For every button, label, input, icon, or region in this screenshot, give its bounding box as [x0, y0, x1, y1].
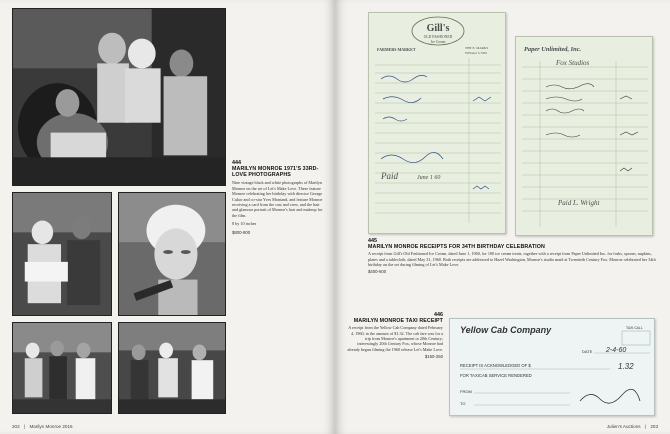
lot-estimate: $150-250 — [424, 354, 443, 360]
paper-receipt-icon — [369, 13, 507, 235]
photograph-image-icon — [119, 193, 225, 315]
photograph-image-icon — [13, 9, 225, 185]
gills-receipt — [368, 12, 506, 234]
gills-logo: Gill's — [426, 23, 450, 34]
lot-description: Nine vintage black and white photographs of Marilyn Monroe on the set of Let's Make Love. These feature Monroe celebrating her birthday with director George Cukor and co-star Yves Montand, and feature Monroe receiving a card from the cast and crew, and the hair and glamour portrait of Monroe's hair and makeup for the film. — [232, 180, 323, 218]
lot-size: 8 by 10 inches — [232, 221, 257, 227]
lot-title: MARILYN MONROE RECEIPTS FOR 34TH BIRTHDAY CELEBRATION — [368, 244, 545, 250]
lot-446-caption — [347, 312, 443, 359]
photo-group-left — [12, 322, 112, 414]
lot-description: A receipt from the Yellow Cab Company dated February 4, 1960, in the amount of $1.32. The cab fare was for a trip from Monroe's apartment to 20th Century; interestingly 20th Century Fox, whose Monroe had already begun filming the 1960 release Let's Make Love. — [347, 325, 443, 352]
svg-text:FROM: FROM — [460, 389, 472, 394]
footer-title: Marilyn Monroe 2016 — [29, 424, 73, 429]
photograph-image-icon — [119, 323, 225, 413]
svg-text:June 1 60: June 1 60 — [417, 175, 441, 181]
yellow-cab-logo: Yellow Cab Company — [460, 325, 552, 335]
photo-monroe-with-card — [12, 192, 112, 316]
svg-text:OLD FASHIONED: OLD FASHIONED — [423, 35, 453, 39]
footer-separator: | — [23, 424, 26, 429]
svg-text:WEbster 3-7961: WEbster 3-7961 — [465, 51, 488, 55]
photograph-image-icon — [13, 323, 111, 413]
footer-title: Julien's Auctions — [606, 424, 641, 429]
right-page — [335, 0, 670, 434]
lot-title: MARILYN MONROE TAXI RECEIPT — [353, 318, 443, 324]
paper-unlimited-header: Paper Unlimited, Inc. — [524, 46, 582, 53]
lot-description: A receipt from Gill's Old Fashioned Ice Cream, dated June 1, 1960, for 100 ice cream treats, together with a receipt from Paper Unlimited Inc. for forks, spoons, napkins, plates and a tablecloth, dated May 31, 1960. Both receipts are addressed to Hazel Washington, Monroe's studio maid at Twentieth Century Fox. Monroe celebrated her 34th birthday on the set during filming of Let's Make Love. — [368, 251, 656, 267]
svg-text:FOR TAXICAB SERVICE RENDERED: FOR TAXICAB SERVICE RENDERED — [460, 373, 532, 378]
lot-445-caption — [368, 238, 658, 274]
page-number: 203 — [650, 424, 658, 429]
svg-text:FARMERS MARKET: FARMERS MARKET — [377, 47, 416, 52]
paper-receipt-icon — [450, 319, 656, 417]
svg-text:THE E. MARKS: THE E. MARKS — [465, 46, 489, 50]
photo-group-right — [118, 322, 226, 414]
paper-unlimited-receipt — [515, 36, 653, 236]
photograph-image-icon — [13, 193, 111, 315]
svg-text:2-4-60: 2-4-60 — [606, 347, 627, 354]
lot-number: 446 — [434, 312, 443, 318]
svg-text:TAXI CALL: TAXI CALL — [626, 326, 643, 330]
svg-text:1.32: 1.32 — [618, 362, 634, 371]
lot-444-caption — [232, 160, 325, 235]
paper-receipt-icon — [516, 37, 654, 237]
svg-text:Ice Cream: Ice Cream — [430, 40, 446, 44]
lot-estimate: $400-600 — [368, 269, 387, 275]
lot-number: 444 — [232, 160, 241, 166]
paper-unlimited-signature: Paid L. Wright — [558, 199, 600, 207]
svg-text:RECEIPT IS ACKNOWLEDGED OF $: RECEIPT IS ACKNOWLEDGED OF $ — [460, 363, 531, 368]
left-footer — [12, 424, 73, 429]
svg-text:DATE: DATE — [582, 349, 593, 354]
lot-number: 445 — [368, 238, 377, 244]
svg-text:Fox Studios: Fox Studios — [556, 59, 590, 67]
yellow-cab-receipt — [449, 318, 655, 416]
right-footer — [607, 424, 658, 429]
svg-text:Paid: Paid — [381, 171, 398, 181]
svg-text:TO: TO — [460, 401, 466, 406]
page-number: 202 — [12, 424, 20, 429]
photo-monroe-portrait — [118, 192, 226, 316]
lot-estimate: $800-900 — [232, 229, 251, 235]
lot-title: MARILYN MONROE 1971'S 33RD-LOVE PHOTOGRAPHS — [232, 166, 319, 179]
footer-separator: | — [644, 424, 647, 429]
photo-birthday-party — [12, 8, 226, 186]
